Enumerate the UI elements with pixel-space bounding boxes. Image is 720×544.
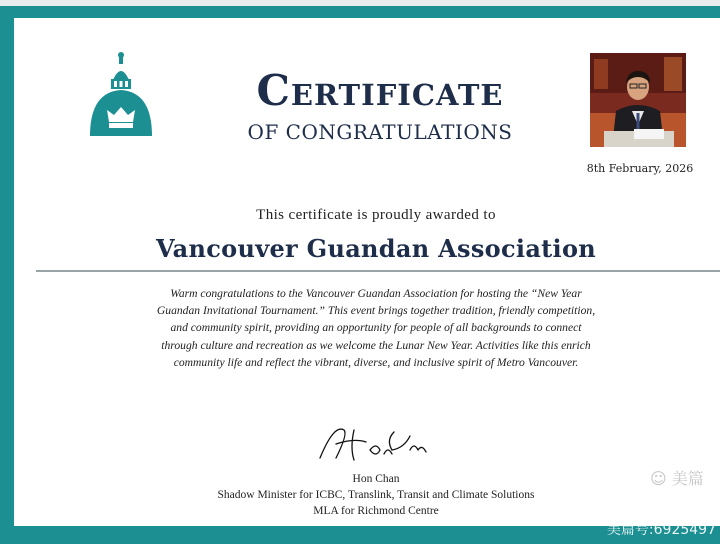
top-edge	[0, 0, 720, 6]
recipient-name: Vancouver Guandan Association	[155, 234, 597, 263]
divider-line	[36, 270, 720, 272]
legislature-dome-crown-icon	[84, 52, 158, 138]
signature	[314, 420, 434, 466]
certificate-date: 8th February, 2026	[586, 162, 694, 175]
watermark-logo: ☺ 美篇	[650, 469, 704, 488]
certificate-subtitle: OF CONGRATULATIONS	[247, 120, 513, 144]
signer-name: Hon Chan	[352, 473, 400, 485]
watermark-id: 美篇号:6925497	[606, 522, 716, 538]
signer-role: Shadow Minister for ICBC, Translink, Transit and Climate Solutions	[217, 489, 535, 501]
certificate-title: Certificate	[256, 66, 504, 115]
congratulations-message: Warm congratulations to the Vancouver Guandan Association for hosting the “New Year Guandan Invitational Tournament.” This event brings together tradition, friendly competition, and community spirit, providing an opportunity for people of all backgrounds to connect through culture and recreation as we welcome the Lunar New Year. Activities like this enrich community life and reflect the vibrant, diverse, and inclusive spirit of Metro Vancouver.	[156, 287, 596, 369]
portrait-photo	[590, 53, 686, 147]
awarded-line: This certificate is proudly awarded to	[256, 207, 496, 223]
signer-riding: MLA for Richmond Centre	[313, 505, 439, 517]
